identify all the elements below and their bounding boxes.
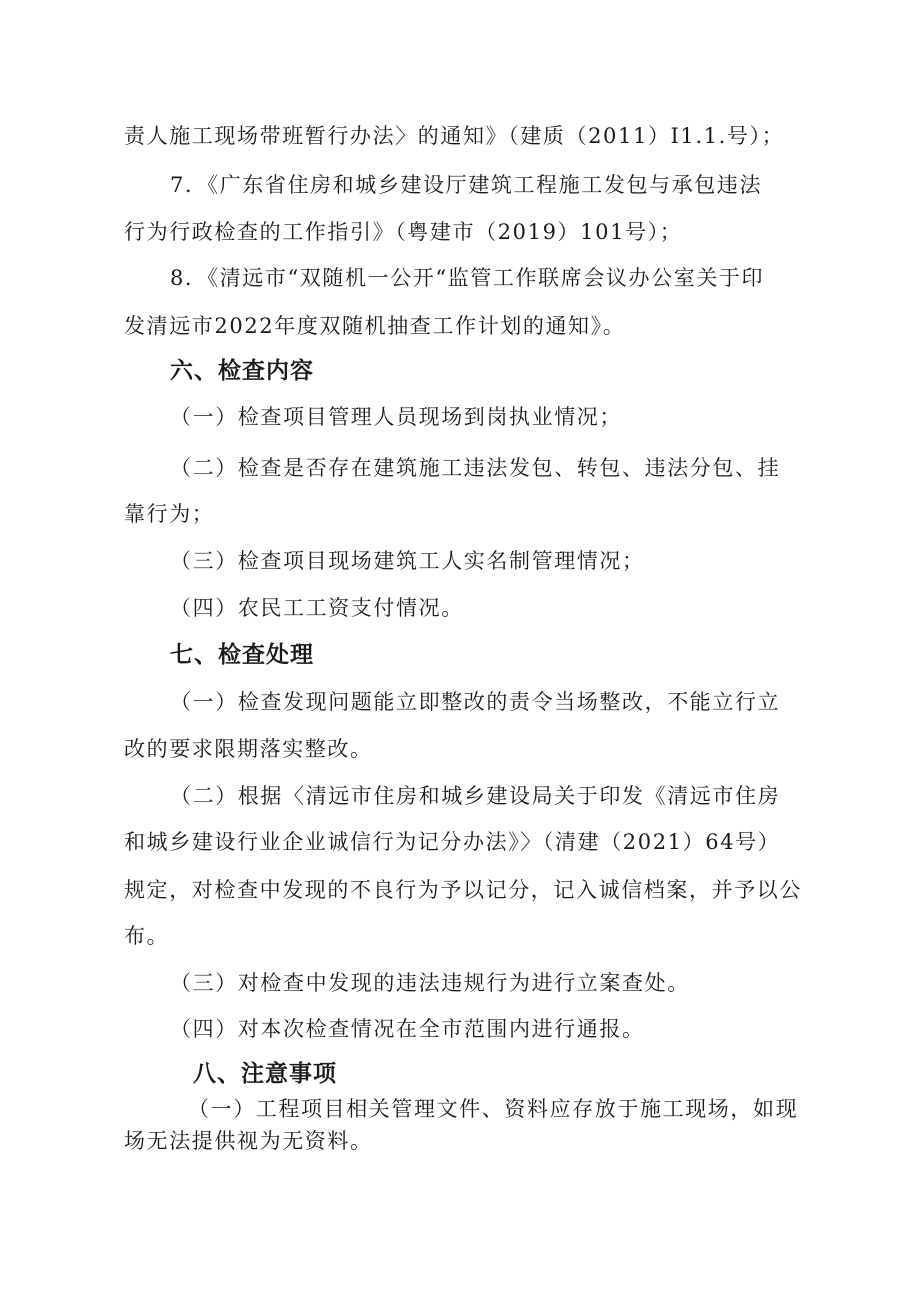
text-line: 8．《清远市“双随机一公开“监管工作联席会议办公室关于印 [170,266,765,290]
text-line: 7．《广东省住房和城乡建设厅建筑工程施工发包与承包违法 [170,173,763,197]
text-line: 场无法提供视为无资料。 [124,1129,373,1153]
text-line: （一）工程项目相关管理文件、资料应存放于施工现场，如现 [188,1097,799,1121]
text-line: 规定，对检查中发现的不良行为予以记分，记入诚信档案，并予以公 [124,878,802,902]
text-line: 发清远市2022年度双随机抽查工作计划的通知》。 [124,314,626,338]
text-line: 责人施工现场带班暂行办法〉的通知》（建质（2011）I1.1.号）； [124,124,785,148]
text-line: （一）检查发现问题能立即整改的责令当场整改，不能立行立 [170,690,781,714]
text-line: 布。 [124,924,170,948]
text-line: （二）检查是否存在建筑施工违法发包、转包、违法分包、挂 [170,456,781,480]
text-line: （一）检查项目管理人员现场到岗执业情况； [170,405,622,429]
text-line: 和城乡建设行业企业诚信行为记分办法》〉（清建（2021）64号） [124,830,781,854]
text-line: （三）对检查中发现的违法违规行为进行立案查处。 [170,971,690,995]
section-heading: 六、检查内容 [170,358,314,384]
text-line: （二）根据〈清远市住房和城乡建设局关于印发《清远市住房 [170,784,781,808]
text-line: 靠行为； [124,502,215,526]
text-line: （三）检查项目现场建筑工人实名制管理情况； [170,549,645,573]
text-line: （四）对本次检查情况在全市范围内进行通报。 [170,1017,645,1041]
section-heading: 七、检查处理 [170,642,314,668]
text-line: 行为行政检查的工作指引》（粤建市（2019）101号）； [124,220,683,244]
text-line: （四）农民工工资支付情况。 [170,596,464,620]
text-line: 改的要求限期落实整改。 [124,737,373,761]
section-heading: 八、注意事项 [193,1061,337,1087]
